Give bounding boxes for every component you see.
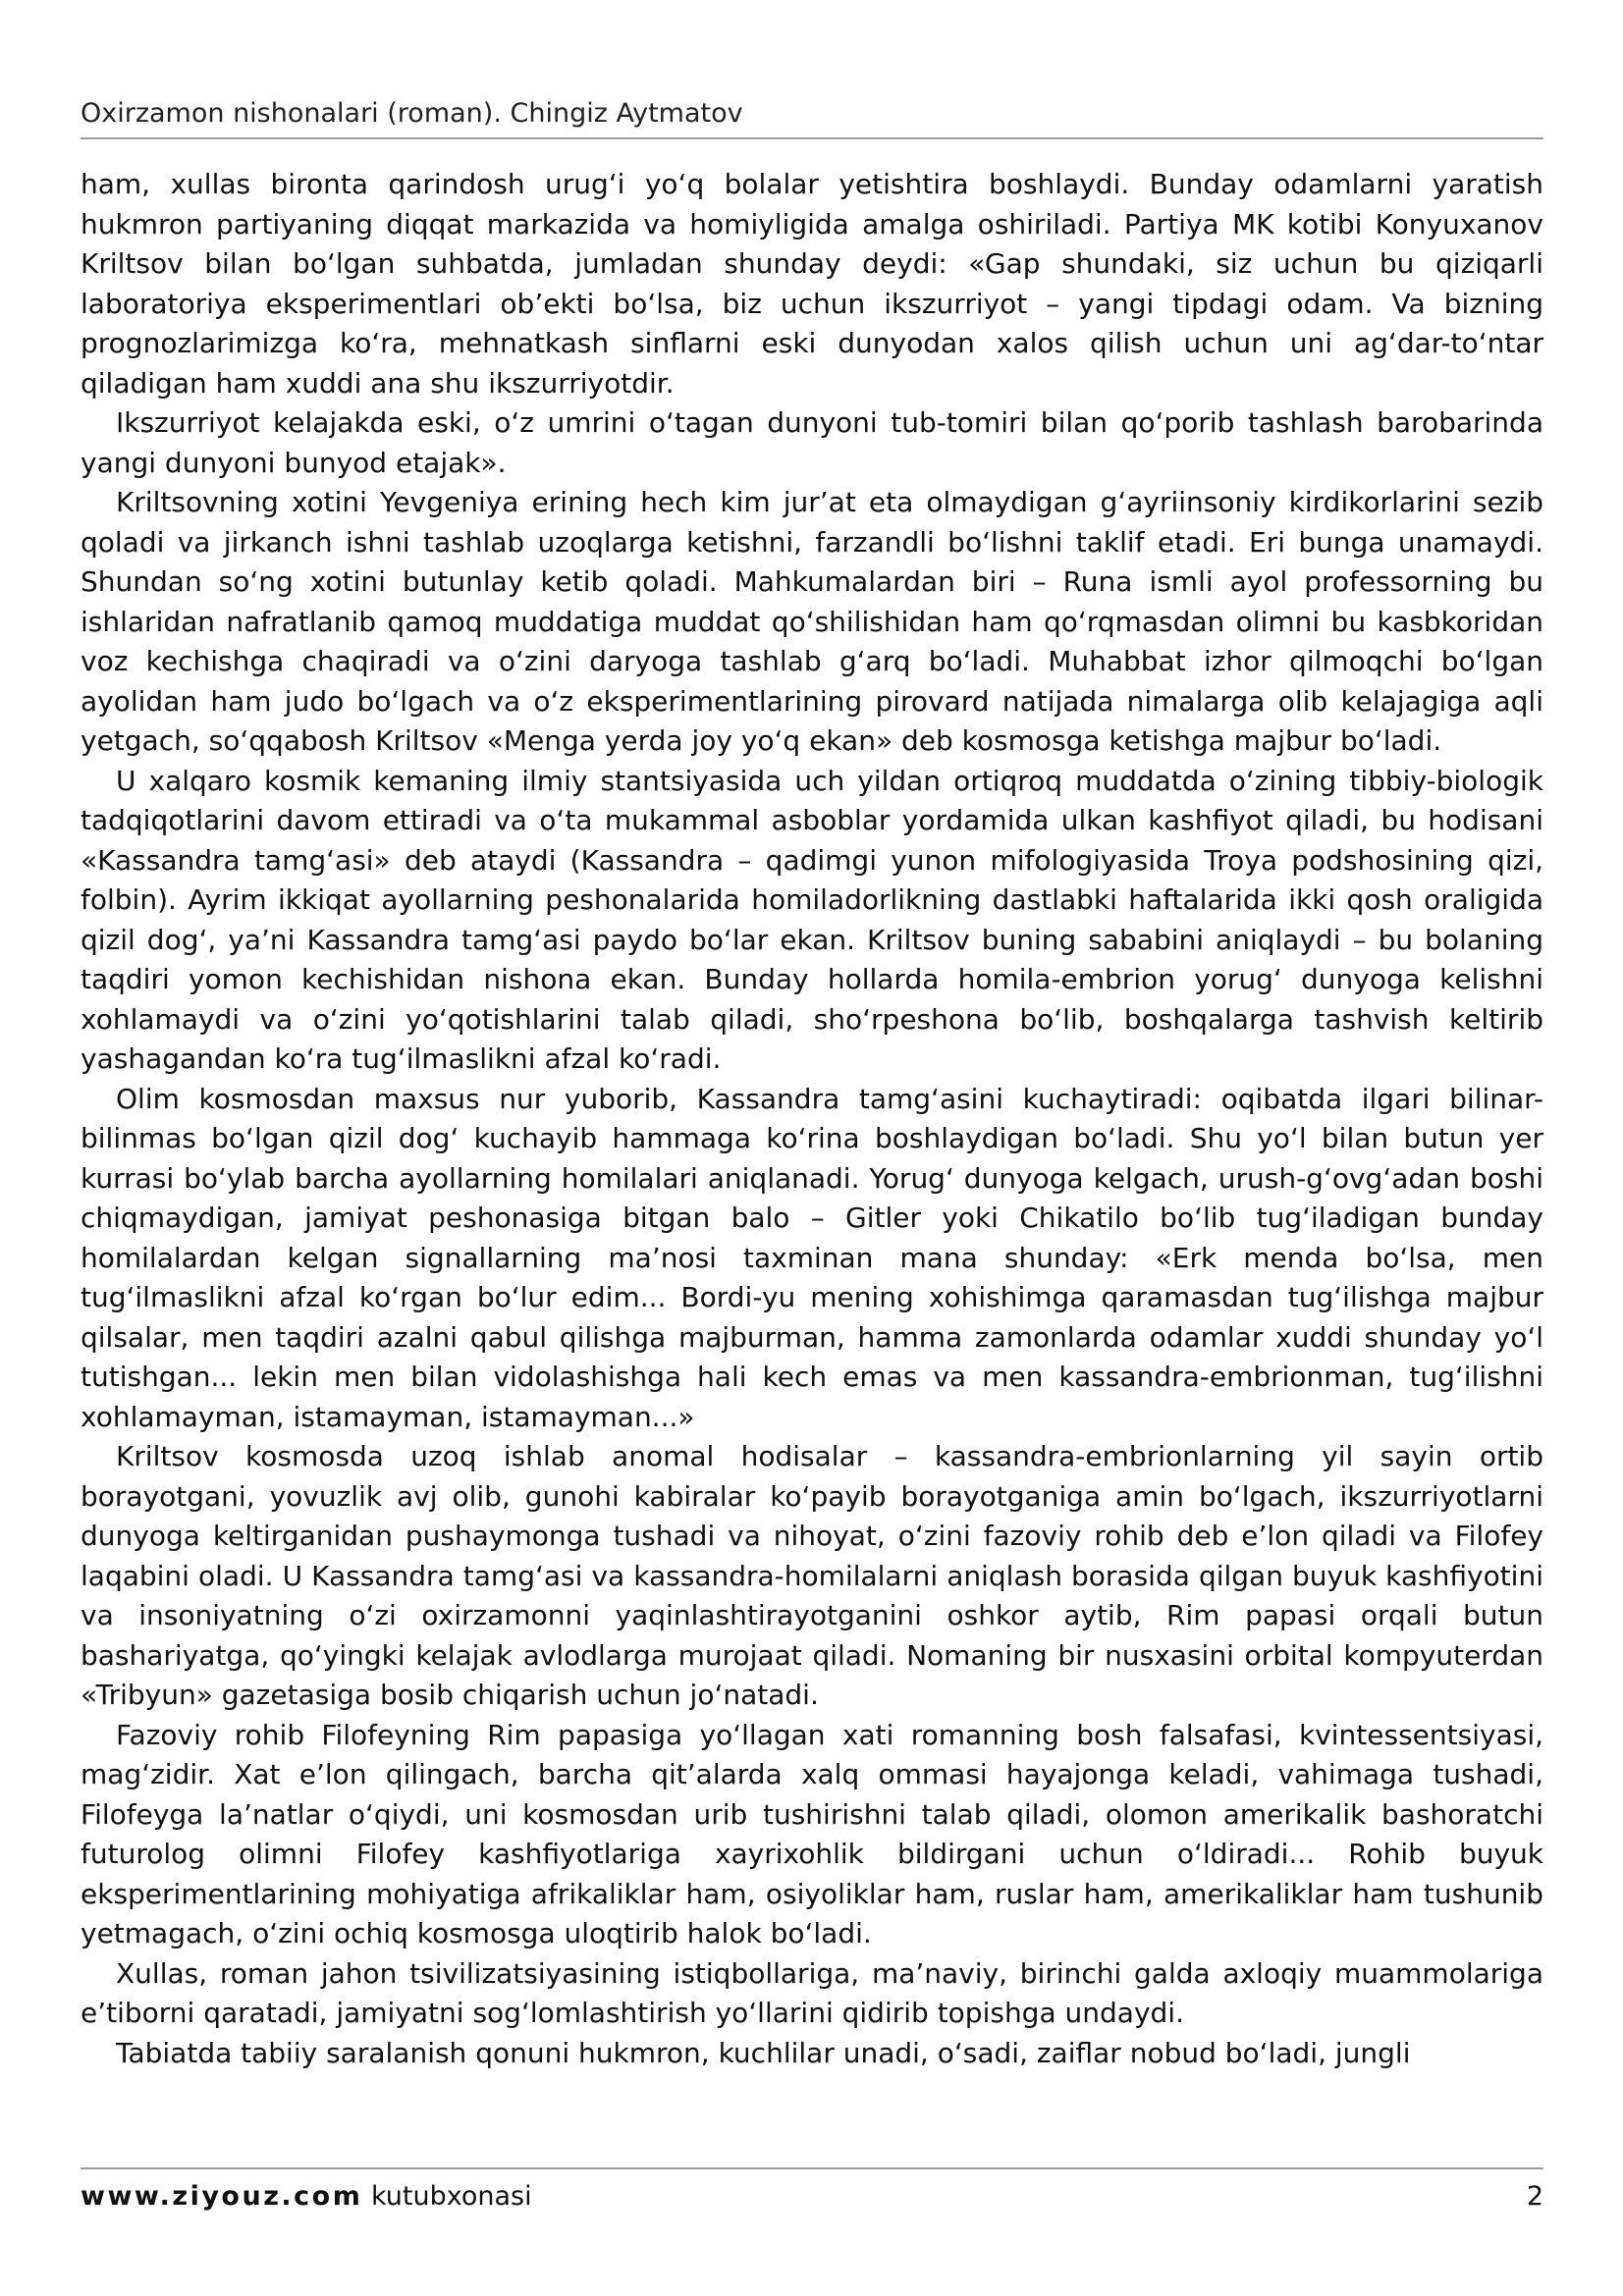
paragraph: Tabiatda tabiiy saralanish qonuni hukmron, kuchlilar unadi, o‘sadi, zaiflar nobud bo‘ladi, jungli: [116, 2036, 1411, 2069]
paragraph: ham, xullas bironta qarindosh urug‘i yo‘q bolalar yetishtira boshlaydi. Bunday odamlarni yaratish hukmron partiyaning diqqat markazida va homiyligida amalga oshiriladi. Partiya MK kotibi Konyuxanov Kriltsov bilan bo‘lgan suhbatda, jumladan shunday deydi: «Gap shundaki, siz uchun bu qiziqarli laboratoriya eksperimentlari ob’ekti bo‘lsa, biz uchun ikszurriyot – yangi tipdagi odam. Va bizning prognozlarimizga ko‘ra, mehnatkash sinflarni eski dunyodan xalos qilish uchun uni ag‘dar-to‘ntar qiladigan ham xuddi ana shu ikszurriyotdir.: [81, 168, 1543, 400]
paragraph: Fazoviy rohib Filofeyning Rim papasiga yo‘llagan xati romanning bosh falsafasi, kvintessentsiyasi, mag‘zidir. Xat e’lon qilingach, barcha qit’alarda xalq ommasi hayajonga keladi, vahimaga tushadi, Filofeyga la’natlar o‘qiydi, uni kosmosdan urib tushirishni talab qiladi, olomon amerikalik bashoratchi futurolog olimni Filofey kashfiyotlariga xayrixohlik bildirgani uchun o‘ldiradi... Rohib buyuk eksperimentlarining mohiyatiga afrikaliklar ham, osiyoliklar ham, ruslar ham, amerikaliklar ham tushunib yetmagach, o‘zini ochiq kosmosga uloqtirib halok bo‘ladi.: [81, 1718, 1543, 1949]
paragraph: Xullas, roman jahon tsivilizatsiyasining istiqbollariga, ma’naviy, birinchi galda axloqiy muammolariga e’tiborni qaratadi, jamiyatni sog‘lomlashtirish yo‘llarini qidirib topishga undaydi.: [81, 1956, 1543, 2029]
page-header: [81, 94, 1543, 133]
body-text: [81, 165, 1543, 2073]
paragraph: Kriltsovning xotini Yevgeniya erining hech kim jur’at eta olmaydigan g‘ayriinsoniy kirdikorlarini sezib qoladi va jirkanch ishni tashlab uzoqlarga ketishni, farzandli bo‘lishni taklif etadi. Eri bunga unamaydi. Shundan so‘ng xotini butunlay ketib qoladi. Mahkumalardan biri – Runa ismli ayol professorning bu ishlaridan nafratlanib qamoq muddatiga muddat qo‘shilishidan ham qo‘rqmasdan olimni bu kasbkoridan voz kechishga chaqiradi va o‘zini daryoga tashlab g‘arq bo‘ladi. Muhabbat izhor qilmoqchi bo‘lgan ayolidan ham judo bo‘lgach va o‘z eksperimentlarining pirovard natijada nimalarga olib kelajagiga aqli yetgach, so‘qqabosh Kriltsov «Menga yerda joy yo‘q ekan» deb kosmosga ketishga majbur bo‘ladi.: [81, 486, 1543, 757]
paragraph: Kriltsov kosmosda uzoq ishlab anomal hodisalar – kassandra-embrionlarning yil sayin ortib borayotgani, yovuzlik avj olib, gunohi kabiralar ko‘payib borayotganiga amin bo‘lgach, ikszurriyotlarni dunyoga keltirganidan pushaymonga tushadi va nihoyat, o‘zini fazoviy rohib deb e’lon qiladi va Filofey laqabini oladi. U Kassandra tamg‘asi va kassandra-homilalarni aniqlash borasida qilgan buyuk kashfiyotini va insoniyatning o‘zi oxirzamonni yaqinlashtirayotganini oshkor aytib, Rim papasi orqali butun bashariyatga, qo‘yingki kelajak avlodlarga murojaat qiladi. Nomaning bir nusxasini orbital kompyuterdan «Tribyun» gazetasiga bosib chiqarish uchun jo‘natadi.: [81, 1440, 1543, 1711]
footer-label: kutubxonasi: [370, 2181, 532, 2212]
header-divider: [81, 137, 1543, 139]
paragraph: Olim kosmosdan maxsus nur yuborib, Kassandra tamg‘asini kuchaytiradi: oqibatda ilgari bilinar-bilinmas bo‘lgan qizil dog‘ kuchayib hammaga ko‘rina boshlaydigan bo‘ladi. Shu yo‘l bilan butun yer kurrasi bo‘ylab barcha ayollarning homilalari aniqlanadi. Yorug‘ dunyoga kelgach, urush-g‘ovg‘adan boshi chiqmaydigan, jamiyat peshonasiga bitgan balo – Gitler yoki Chikatilo bo‘lib tug‘iladigan bunday homilalardan kelgan signallarning ma’nosi taxminan mana shunday: «Erk menda bo‘lsa, men tug‘ilmaslikni afzal ko‘rgan bo‘lur edim... Bordi-yu mening xohishimga qaramasdan tug‘ilishga majbur qilsalar, men taqdiri azalni qabul qilishga majburman, hamma zamonlarda odamlar xuddi shunday yo‘l tutishgan... lekin men bilan vidolashishga hali kech emas va men kassandra-embrionman, tug‘ilishni xohlamayman, istamayman, istamayman...»: [81, 1082, 1543, 1433]
paragraph: U xalqaro kosmik kemaning ilmiy stantsiyasida uch yildan ortiqroq muddatda o‘zining tibbiy-biologik tadqiqotlarini davom ettiradi va o‘ta mukammal asboblar yordamida ulkan kashfiyot qiladi, bu hodisani «Kassandra tamg‘asi» deb ataydi (Kassandra – qadimgi yunon mifologiyasida Troya podshosining qizi, folbin). Ayrim ikkiqat ayollarning peshonalarida homiladorlikning dastlabki haftalarida ikki qosh oraligida qizil dog‘, ya’ni Kassandra tamg‘asi paydo bo‘lar ekan. Kriltsov buning sababini aniqlaydi – bu bolaning taqdiri yomon kechishidan nishona ekan. Bunday hollarda homila-embrion yorug‘ dunyoga kelishni xohlamaydi va o‘zini yo‘qotishlarini talab qiladi, sho‘rpeshona bo‘lib, boshqalarga tashvish keltirib yashagandan ko‘ra tug‘ilmaslikni afzal ko‘radi.: [81, 764, 1543, 1075]
footer-divider: [81, 2167, 1543, 2169]
page-footer: [81, 2175, 1543, 2218]
paragraph: Ikszurriyot kelajakda eski, o‘z umrini o‘tagan dunyoni tub-tomiri bilan qo‘porib tashlash barobarinda yangi dunyoni bunyod etajak».: [81, 406, 1543, 479]
document-title: Oxirzamon nishonalari (roman). Chingiz Aytmatov: [81, 98, 743, 129]
footer-site-link[interactable]: www.ziyouz.com: [81, 2181, 363, 2212]
page-number: 2: [1526, 2181, 1543, 2212]
